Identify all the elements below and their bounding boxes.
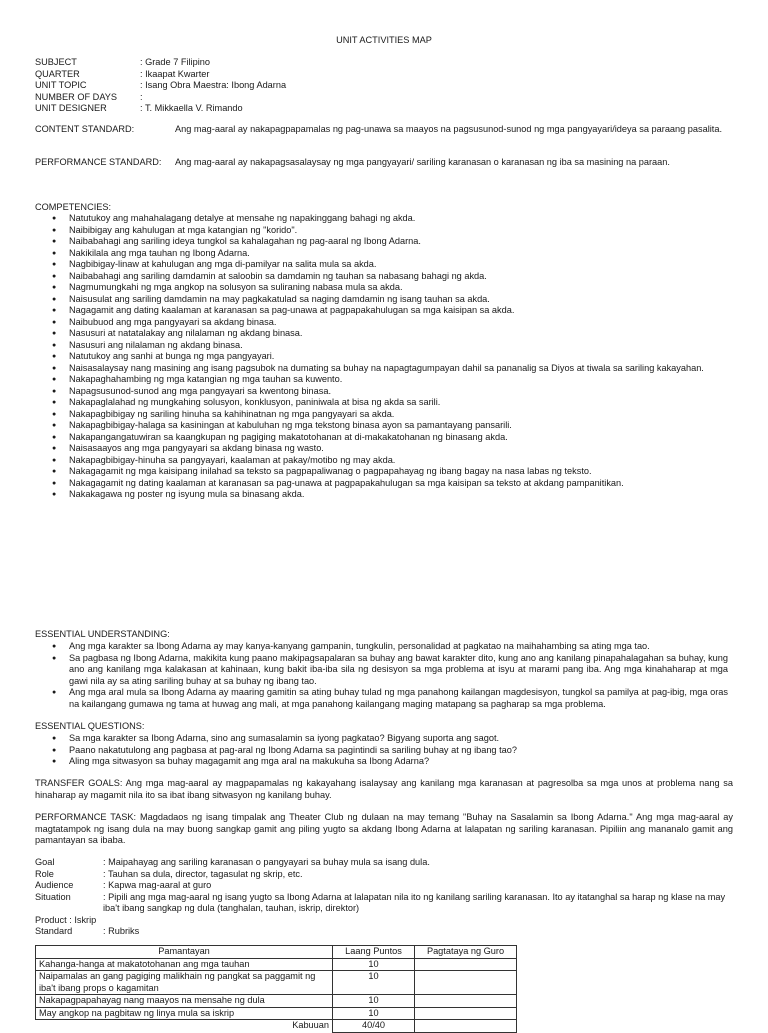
competency-item: ● Nakapaghahambing ng mga katangian ng mga tauhan sa kuwento.: [35, 374, 728, 386]
rubric-header: Pamantayan: [36, 946, 333, 959]
competency-item: ● Naisasalaysay nang masining ang isang pagsubok na dumating sa buhay na napagtagumpayan dahil sa pananalig sa Diyos at tiwala sa sariling kakayahan.: [35, 363, 728, 375]
competencies-title: COMPETENCIES:: [35, 202, 112, 212]
unit-info: [35, 57, 286, 115]
understanding-item: ● Sa pagbasa ng Ibong Adarna, makikita kung paano makipagsapalaran sa buhay ang bawat karakter dito, kung ano ang kanilang pinapahalagahan sa buhay, kung ano ang kanilang mga kalakasan at kahinaan, kung bakit iba-iba sila ng desisyon sa mga problema at isyu at marami pang iba. Ang mga kinahaharap at mga gawi nila ay sa ating sariling buhay at sa buhay ng ibang tao.: [35, 653, 728, 688]
rubric-criterion: May angkop na pagbitaw ng linya mula sa iskrip: [36, 1007, 333, 1020]
grasps-label: Goal: [35, 857, 55, 867]
rubric-criterion: Naipamalas an gang pagiging malikhain ng pangkat sa paggamit ng iba't ibang props o kagamitan: [36, 971, 333, 995]
info-label: SUBJECT: [35, 57, 77, 67]
essential-understanding-title: ESSENTIAL UNDERSTANDING:: [35, 629, 170, 639]
competency-item: ● Nakagagamit ng mga kaisipang inilahad sa teksto sa pagpapaliwanag o pagpapahayag ng ibang bagay na nasa labas ng teksto.: [35, 466, 728, 478]
competency-item: ● Nakapagbibigay ng sariling hinuha sa kahihinatnan ng mga pangyayari sa akda.: [35, 409, 728, 421]
grasps-value: : Pipili ang mga mag-aaral ng isang yugto sa Ibong Adarna at lalapatan nila ito ng kanilang sariling karanasan. Ito ay itatanghal sa harap ng klase na may iba't ibang sangkap ng dula (tanghalan, tauhan, iskrip, direktor): [103, 891, 726, 913]
competency-item: ● Naibibigay ang kahulugan at mga katangian ng "korido".: [35, 225, 728, 237]
competency-item: ● Naibabahagi ang sariling damdamin at saloobin sa damdamin ng tauhan sa nabasang bahagi ng akda.: [35, 271, 728, 283]
rubric-score-cell: [415, 958, 517, 971]
info-value: :: [140, 91, 143, 102]
rubric-points: 10: [333, 1007, 415, 1020]
question-item: ● Sa mga karakter sa Ibong Adarna, sino ang sumasalamin sa iyong pagkatao? Bigyang suporta ang sagot.: [35, 733, 728, 745]
rubric-header: Pagtataya ng Guro: [415, 946, 517, 959]
grasps-value: : Rubriks: [103, 926, 140, 936]
competency-item: ● Nasusuri ang nilalaman ng akdang binasa.: [35, 340, 728, 352]
info-label: NUMBER OF DAYS: [35, 91, 118, 102]
grasps-value: : Kapwa mag-aaral at guro: [103, 880, 212, 890]
performance-task: PERFORMANCE TASK: Magdadaos ng isang timpalak ang Theater Club ng dulaan na may temang "Buhay na Sasalamin sa Ibong Adarna." Ang mga mag-aaral ay magtatampok ng isang dula na may buong sangkap gamit ang piling yugto sa akdang Ibong Adarna at lalapatan ng sariling karanasan. Pipiliin ang mananalo gamit ang pamantayan sa ibaba.: [35, 812, 733, 845]
rubric-row: [36, 995, 517, 1008]
rubric-row: [36, 958, 517, 971]
rubric-total-score-cell: [415, 1020, 517, 1033]
rubric-score-cell: [415, 1007, 517, 1020]
grasps-label: Standard: [35, 926, 73, 936]
rubric-score-cell: [415, 971, 517, 995]
grasps-label: Role: [35, 868, 54, 879]
competency-item: ● Nagbibigay-linaw at kahulugan ang mga di-pamilyar na salita mula sa akda.: [35, 259, 728, 271]
grasps-label: Situation: [35, 891, 71, 902]
competency-item: ● Nakapagbibigay-hinuha sa pangyayari, kaalaman at pakay/motibo ng may akda.: [35, 455, 728, 467]
info-label: QUARTER: [35, 68, 80, 79]
rubric-criterion: Nakapagpapahayag nang maayos na mensahe ng dula: [36, 995, 333, 1008]
competency-item: ● Nagagamit ang dating kaalaman at karanasan sa pag-unawa at pagpapakahulugan sa mga kaisipan sa akda.: [35, 305, 728, 317]
competency-item: ● Natutukoy ang sanhi at bunga ng mga pangyayari.: [35, 351, 728, 363]
rubric-total-row: [36, 1020, 517, 1033]
competency-item: ● Nasusuri at natatalakay ang nilalaman ng akdang binasa.: [35, 328, 728, 340]
question-item: ● Aling mga sitwasyon sa buhay magagamit ang mga aral na makukuha sa Ibong Adarna?: [35, 756, 728, 768]
competency-item: ● Nakikilala ang mga tauhan ng Ibong Adarna.: [35, 248, 728, 260]
info-label: UNIT TOPIC: [35, 80, 87, 90]
competency-item: ● Naisasaayos ang mga pangyayari sa akdang binasa ng wasto.: [35, 443, 728, 455]
info-row-unit-topic: [35, 80, 286, 92]
rubric-row: [36, 971, 517, 995]
competency-item: ● Nakakagawa ng poster ng isyung mula sa binasang akda.: [35, 489, 728, 501]
essential-understanding-list: [35, 641, 728, 710]
info-row-quarter: [35, 69, 286, 81]
grasps-goal: [35, 857, 733, 869]
grasps-value: : Tauhan sa dula, director, tagasulat ng skrip, etc.: [103, 868, 303, 879]
essential-questions-title: ESSENTIAL QUESTIONS:: [35, 721, 145, 731]
grasps-standard: [35, 926, 733, 938]
info-row-subject: [35, 57, 286, 69]
content-standard: [35, 124, 733, 136]
grasps-value: : Maipahayag ang sariling karanasan o pangyayari sa buhay mula sa isang dula.: [103, 857, 430, 867]
rubric-header: Laang Puntos: [333, 946, 415, 959]
competency-item: ● Naisusulat ang sariling damdamin na may pagkakatulad sa naging damdamin ng isang tauhan sa akda.: [35, 294, 728, 306]
info-value: : T. Mikkaella V. Rimando: [140, 103, 243, 113]
competencies-list: [35, 213, 728, 501]
rubric-score-cell: [415, 995, 517, 1008]
rubric-table: [35, 945, 517, 1033]
performance-standard-text: Ang mag-aaral ay nakapagsasalaysay ng mga pangyayari/ sariling karanasan o karanasan ng iba sa masining na paraan.: [175, 157, 670, 167]
rubric-criterion: Kahanga-hanga at makatotohanan ang mga tauhan: [36, 958, 333, 971]
grasps-product: [35, 915, 733, 927]
content-standard-text: Ang mag-aaral ay nakapagpapamalas ng pag-unawa sa maayos na pagsusunod-sunod ng mga pangyayari/ideya sa paraang pasalita.: [175, 124, 723, 134]
competency-item: ● Nakapaglalahad ng mungkahing solusyon, konklusyon, paniniwala at bisa ng akda sa sarili.: [35, 397, 728, 409]
performance-standard: [35, 157, 733, 169]
understanding-item: ● Ang mga karakter sa Ibong Adarna ay may kanya-kanyang gampanin, tungkulin, personalidad at pagkatao na maihahambing sa ating mga tao.: [35, 641, 728, 653]
info-row-number-of-days: [35, 92, 286, 104]
info-value: : Isang Obra Maestra: Ibong Adarna: [140, 80, 287, 90]
rubric-points: 10: [333, 995, 415, 1008]
rubric-header-row: [36, 946, 517, 959]
question-item: ● Paano nakatutulong ang pagbasa at pag-aral ng Ibong Adarna sa pagintindi sa sariling buhay at ng ibang tao?: [35, 745, 728, 757]
transfer-goals: TRANSFER GOALS: Ang mga mag-aaral ay magpapamalas ng kakayahang isalaysay ang kanilang mga karanasan at pagresolba sa mga unos at problema nang sa hinaharap ay magamit nila ito sa ibat ibang sitwasyon ng kanilang buhay.: [35, 778, 733, 800]
page-title: UNIT ACTIVITIES MAP: [336, 35, 432, 45]
competency-item: ● Naibubuod ang mga pangyayari sa akdang binasa.: [35, 317, 728, 329]
competency-item: ● Napagsusunod-sunod ang mga pangyayari sa kwentong binasa.: [35, 386, 728, 398]
grasps-situation: [35, 892, 733, 915]
grasps-role: [35, 869, 733, 881]
competency-item: ● Naibabahagi ang sariling ideya tungkol sa kahalagahan ng pag-aaral ng Ibong Adarna.: [35, 236, 728, 248]
content-standard-label: CONTENT STANDARD:: [35, 124, 135, 134]
competency-item: ● Natutukoy ang mahahalagang detalye at mensahe ng napakinggang bahagi ng akda.: [35, 213, 728, 225]
info-value: : Ikaapat Kwarter: [140, 68, 210, 79]
info-value: : Grade 7 Filipino: [140, 57, 210, 67]
competency-item: ● Nakapagbibigay-halaga sa kasiningan at kabuluhan ng mga tekstong binasa ayon sa pamantayang pansarili.: [35, 420, 728, 432]
competency-item: ● Nagmumungkahi ng mga angkop na solusyon sa suliraning nabasa mula sa akda.: [35, 282, 728, 294]
rubric-points: 10: [333, 958, 415, 971]
grasps-audience: [35, 880, 733, 892]
info-label: UNIT DESIGNER: [35, 103, 107, 113]
rubric-total-value: 40/40: [333, 1020, 415, 1033]
rubric-points: 10: [333, 971, 415, 995]
grasps-section: [35, 857, 733, 938]
understanding-item: ● Ang mga aral mula sa Ibong Adarna ay maaring gamitin sa ating buhay tulad ng mga panahong kailangan magdesisyon, tungkol sa pamilya at pag-ibig, mga oras na kailangang gumawa ng tama at huwag ang mali, at mga panahong kailangang maging matapang sa pagharap sa mga problema.: [35, 687, 728, 710]
competency-item: ● Nakapangangatuwiran sa kaangkupan ng pagiging makatotohanan at di-makakatohanan ng binasang akda.: [35, 432, 728, 444]
rubric-row: [36, 1007, 517, 1020]
grasps-product-text: Product : Iskrip: [35, 914, 97, 925]
performance-standard-label: PERFORMANCE STANDARD:: [35, 157, 162, 167]
competency-item: ● Nakagagamit ng dating kaalaman at karanasan sa pag-unawa at pagpapakahulugan sa mga kaisipan sa teksto at akdang pampanitikan.: [35, 478, 728, 490]
essential-questions-list: [35, 733, 728, 768]
info-row-unit-designer: [35, 103, 286, 115]
rubric-total-label: Kabuuan: [36, 1020, 333, 1033]
grasps-label: Audience: [35, 880, 74, 890]
